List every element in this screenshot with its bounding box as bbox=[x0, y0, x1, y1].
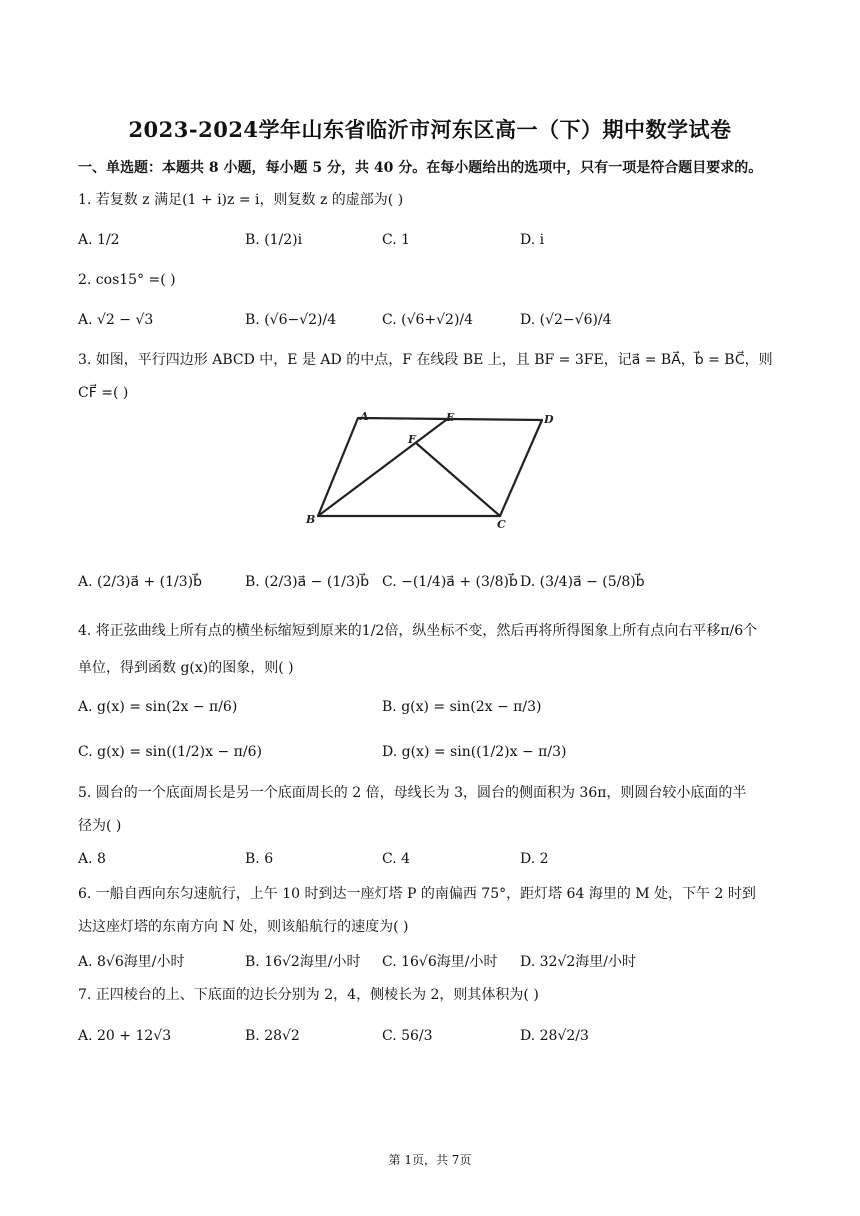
option-a: A. (2/3)a⃗ + (1/3)b⃗ bbox=[78, 574, 203, 590]
question-6-options bbox=[78, 951, 798, 973]
option-c: C. g(x) = sin((1/2)x − π/6) bbox=[78, 744, 262, 760]
parallelogram-figure bbox=[300, 408, 560, 533]
option-c: C. 16√6海里/小时 bbox=[382, 954, 498, 970]
option-b: B. 28√2 bbox=[245, 1028, 300, 1044]
page-footer: 第 1页，共 7页 bbox=[388, 1153, 472, 1167]
option-b: B. (1/2)i bbox=[245, 232, 303, 248]
page-title: 2023-2024学年山东省临沂市河东区高一（下）期中数学试卷 bbox=[128, 117, 732, 142]
question-4-options-row1 bbox=[78, 696, 798, 718]
option-a: A. √2 − √3 bbox=[78, 312, 154, 328]
option-a: A. 20 + 12√3 bbox=[78, 1028, 172, 1044]
point-label-e: E bbox=[446, 411, 455, 424]
option-c: C. (√6+√2)/4 bbox=[382, 312, 474, 328]
question-5-stem-line1: 5. 圆台的一个底面周长是另一个底面周长的 2 倍，母线长为 3，圆台的侧面积为 36π，则圆台较小底面的半 bbox=[78, 785, 747, 801]
question-3-stem-line2: CF⃗ =( ) bbox=[78, 385, 129, 401]
question-7-stem: 7. 正四棱台的上、下底面的边长分别为 2，4，侧棱长为 2，则其体积为( ) bbox=[78, 987, 539, 1003]
option-b: B. g(x) = sin(2x − π/3) bbox=[382, 699, 542, 715]
option-b: B. 6 bbox=[245, 851, 274, 867]
question-4-options-row2 bbox=[78, 741, 798, 763]
option-a: A. 1/2 bbox=[78, 232, 120, 248]
point-label-d: D bbox=[544, 413, 554, 426]
question-5-options bbox=[78, 848, 798, 870]
point-label-c: C bbox=[497, 518, 506, 531]
option-a: A. 8√6海里/小时 bbox=[78, 954, 185, 970]
option-d: D. g(x) = sin((1/2)x − π/3) bbox=[382, 744, 567, 760]
question-1-stem: 1. 若复数 z 满足(1 + i)z = i，则复数 z 的虚部为( ) bbox=[78, 192, 404, 208]
question-1-options bbox=[78, 229, 798, 251]
option-b: B. (√6−√2)/4 bbox=[245, 312, 337, 328]
option-a: A. g(x) = sin(2x − π/6) bbox=[78, 699, 238, 715]
option-b: B. (2/3)a⃗ − (1/3)b⃗ bbox=[245, 574, 370, 590]
option-c: C. 56/3 bbox=[382, 1028, 433, 1044]
option-d: D. 2 bbox=[520, 851, 549, 867]
option-b: B. 16√2海里/小时 bbox=[245, 954, 361, 970]
question-3-options bbox=[78, 571, 798, 593]
option-d: D. 28√2/3 bbox=[520, 1028, 589, 1044]
segment-fc bbox=[416, 443, 500, 516]
question-2-stem: 2. cos15° =( ) bbox=[78, 272, 176, 288]
question-6-stem-line1: 6. 一船自西向东匀速航行，上午 10 时到达一座灯塔 P 的南偏西 75°，距灯塔 64 海里的 M 处，下午 2 时到 bbox=[78, 886, 756, 902]
question-5-stem-line2: 径为( ) bbox=[78, 818, 122, 834]
section-heading: 一、单选题：本题共 8 小题，每小题 5 分，共 40 分。在每小题给出的选项中，只有一项是符合题目要求的。 bbox=[78, 160, 763, 176]
question-4-stem-line2: 单位，得到函数 g(x)的图象，则( ) bbox=[78, 660, 294, 676]
point-label-b: B bbox=[306, 513, 316, 526]
option-d: D. i bbox=[520, 232, 545, 248]
question-4-stem-line1: 4. 将正弦曲线上所有点的横坐标缩短到原来的1/2倍，纵坐标不变，然后再将所得图象上所有点向右平移π/6个 bbox=[78, 623, 758, 639]
question-7-options bbox=[78, 1025, 798, 1047]
option-d: D. 32√2海里/小时 bbox=[520, 954, 636, 970]
option-d: D. (√2−√6)/4 bbox=[520, 312, 612, 328]
option-c: C. 1 bbox=[382, 232, 411, 248]
point-label-f: F bbox=[408, 433, 416, 446]
question-6-stem-line2: 达这座灯塔的东南方向 N 处，则该船航行的速度为( ) bbox=[78, 919, 409, 935]
point-label-a: A bbox=[360, 410, 369, 423]
question-2-options bbox=[78, 309, 798, 331]
option-c: C. −(1/4)a⃗ + (3/8)b⃗ bbox=[382, 574, 518, 590]
option-c: C. 4 bbox=[382, 851, 411, 867]
option-a: A. 8 bbox=[78, 851, 106, 867]
question-3-stem-line1: 3. 如图，平行四边形 ABCD 中，E 是 AD 的中点，F 在线段 BE 上，且 BF = 3FE，记a⃗ = BA⃗，b⃗ = BC⃗，则 bbox=[78, 352, 773, 368]
option-d: D. (3/4)a⃗ − (5/8)b⃗ bbox=[520, 574, 645, 590]
